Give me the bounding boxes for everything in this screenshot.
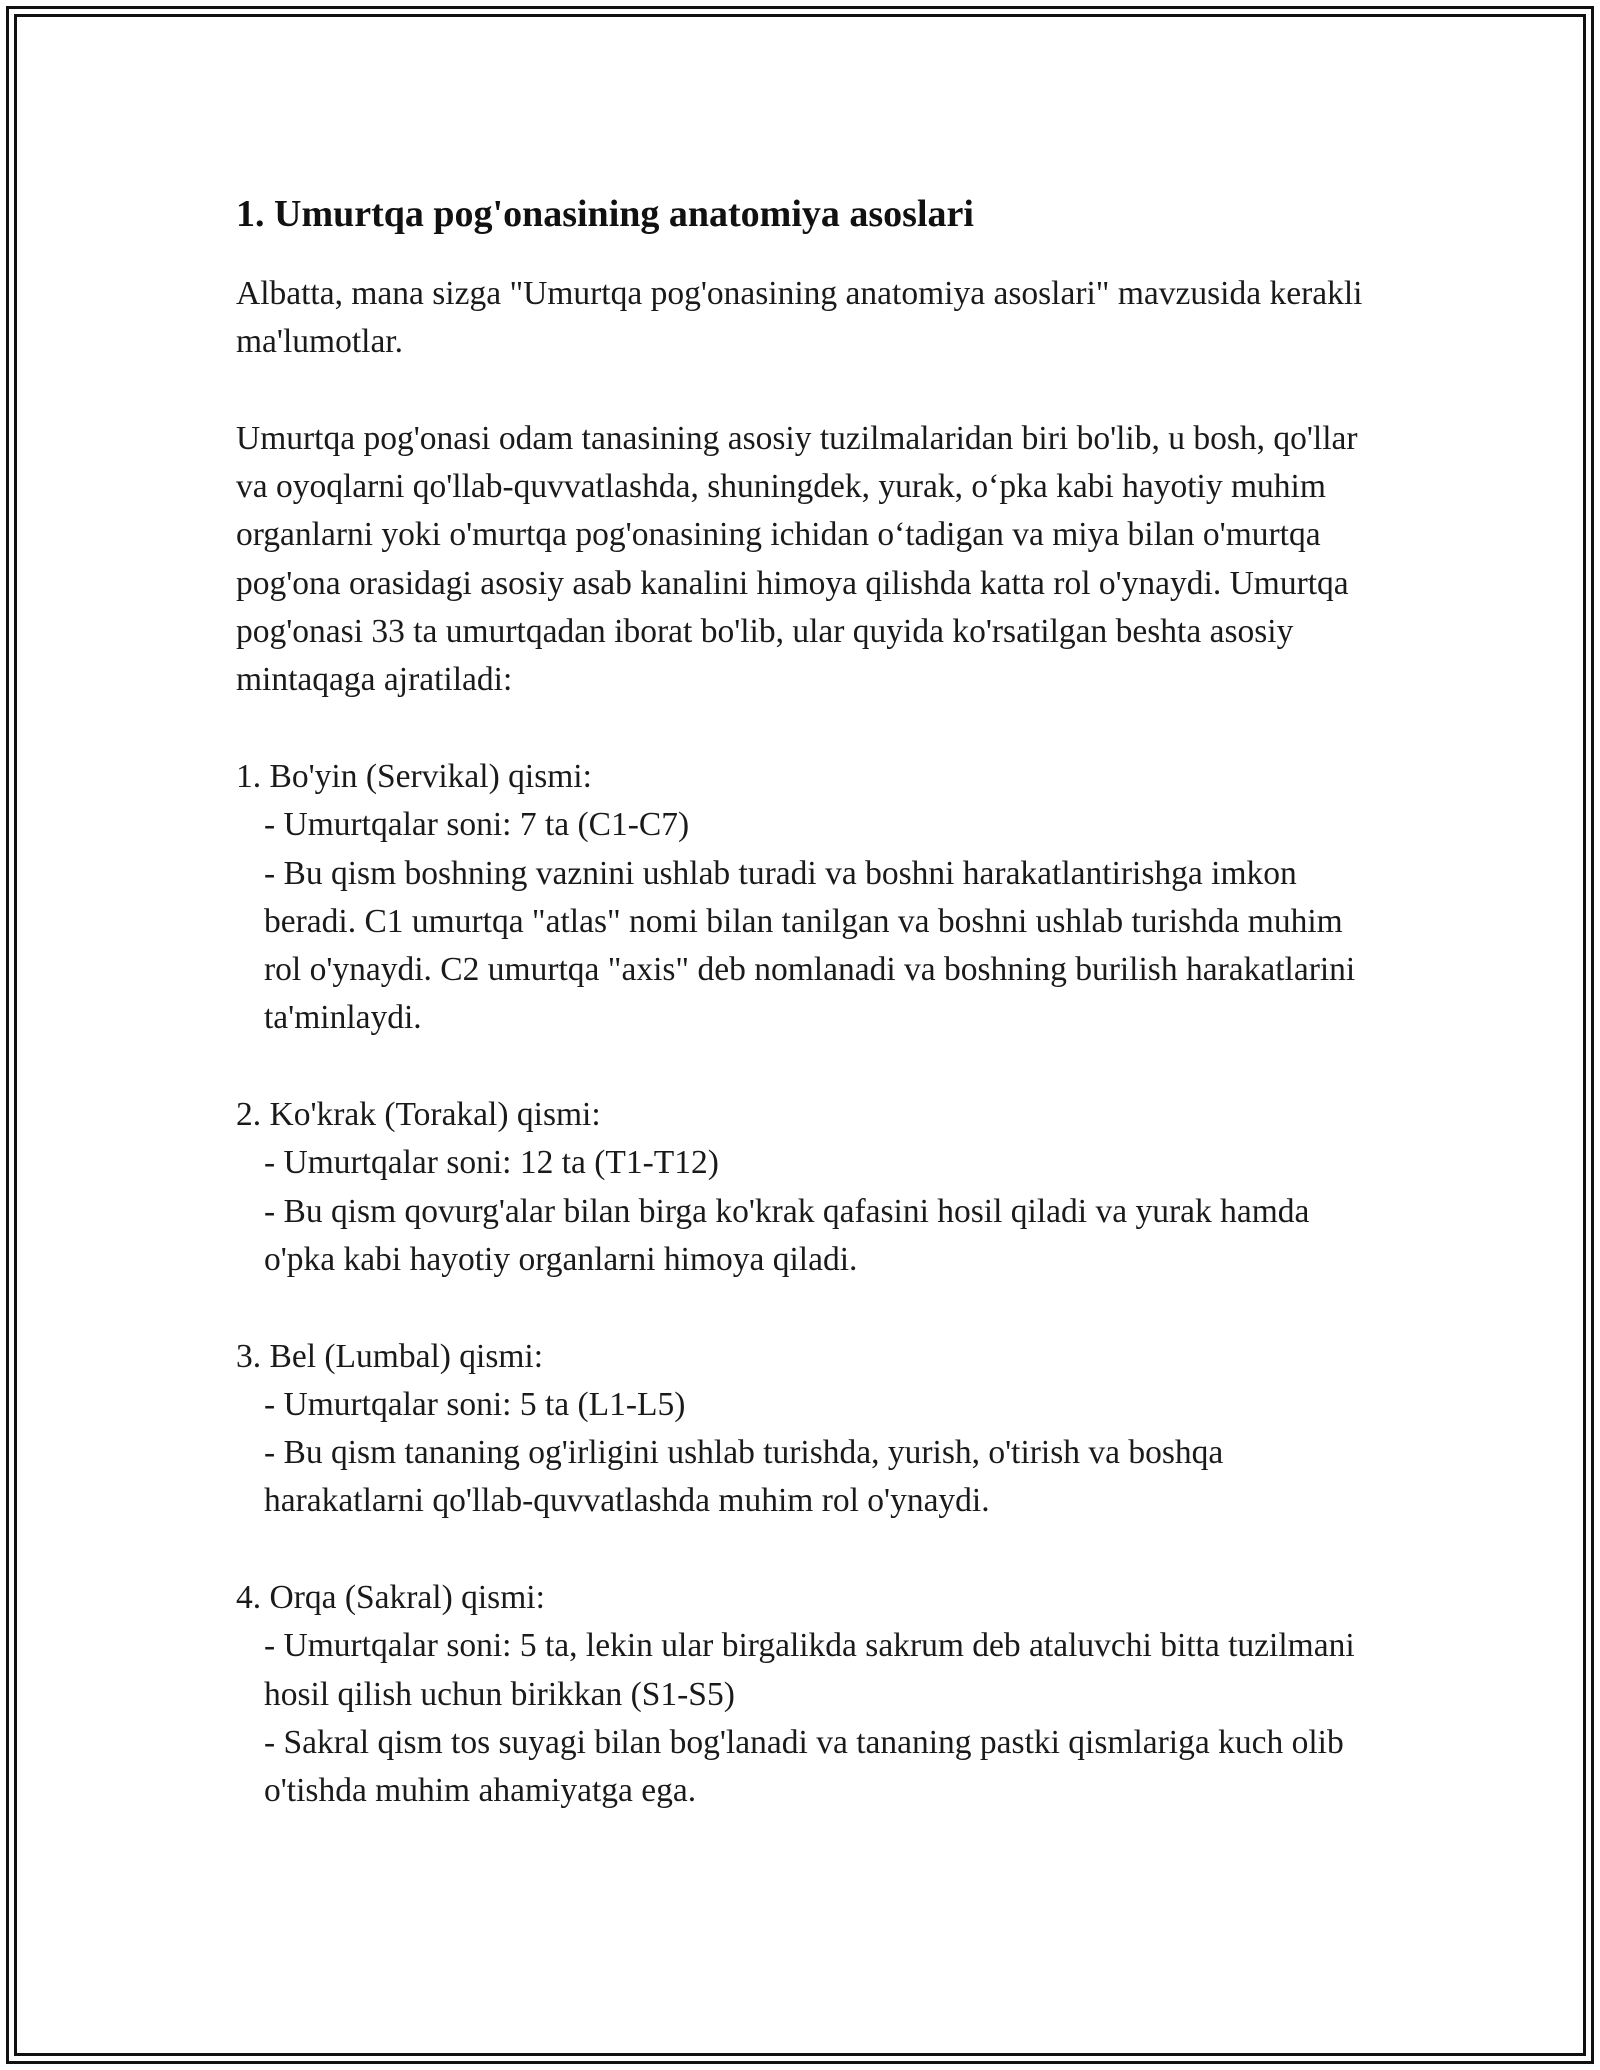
- overview-paragraph: Umurtqa pog'onasi odam tanasining asosiy tuzilmalaridan biri bo'lib, u bosh, qo'llar va oyoqlarni qo'llab-quvvatlashda, shuningdek, yurak, o‘pka kabi hayotiy muhim organlarni yoki o'murtqa pog'onasining ichidan o‘tadigan va miya bilan o'murtqa pog'ona orasidagi asosiy asab kanalini himoya qilishda katta rol o'ynaydi. Umurtqa pog'onasi 33 ta umurtqadan iborat bo'lib, ular quyida ko'rsatilgan beshta asosiy mintaqaga ajratiladi:: [236, 419, 1358, 699]
- section-heading: 4. Orqa (Sakral) qismi:: [236, 1579, 545, 1617]
- document-title: 1. Umurtqa pog'onasining anatomiya asoslari: [236, 193, 974, 235]
- section-description-item: - Bu qism boshning vaznini ushlab turadi va boshni harakatlantirishga imkon beradi. C1 umurtqa "atlas" nomi bilan tanilgan va boshni ushlab turishda muhim rol o'ynaydi. C2 umurtqa "axis" deb nomlanadi va boshning burilish harakatlarini ta'minlaydi.: [264, 854, 1356, 1037]
- section-heading: 1. Bo'yin (Servikal) qismi:: [236, 757, 592, 795]
- spacer: [236, 367, 1366, 415]
- section-cervical: [236, 753, 1366, 1043]
- section-count-item: - Umurtqalar soni: 7 ta (C1-C7): [264, 806, 690, 844]
- section-sacral: [236, 1574, 1366, 1815]
- spacer: [236, 1043, 1366, 1091]
- spacer: [236, 705, 1366, 753]
- section-description-item: - Bu qism qovurg'alar bilan birga ko'krak qafasini hosil qiladi va yurak hamda o'pka kabi hayotiy organlarni himoya qiladi.: [264, 1192, 1310, 1278]
- section-heading: 3. Bel (Lumbal) qismi:: [236, 1337, 544, 1375]
- intro-paragraph: Albatta, mana sizga "Umurtqa pog'onasining anatomiya asoslari" mavzusida kerakli ma'lumotlar.: [236, 275, 1363, 361]
- section-description-item: - Sakral qism tos suyagi bilan bog'lanadi va tananing pastki qismlariga kuch olib o'tishda muhim ahamiyatga ega.: [264, 1723, 1344, 1810]
- section-count-item: - Umurtqalar soni: 5 ta, lekin ular birgalikda sakrum deb ataluvchi bitta tuzilmani hosil qilish uchun birikkan (S1-S5): [264, 1627, 1355, 1713]
- section-count-item: - Umurtqalar soni: 5 ta (L1-L5): [264, 1385, 686, 1423]
- section-heading: 2. Ko'krak (Torakal) qismi:: [236, 1096, 601, 1134]
- spacer: [236, 1526, 1366, 1574]
- section-count-item: - Umurtqalar soni: 12 ta (T1-T12): [264, 1144, 719, 1182]
- spacer: [236, 1284, 1366, 1332]
- section-description-item: - Bu qism tananing og'irligini ushlab turishda, yurish, o'tirish va boshqa harakatlarni qo'llab-quvvatlashda muhim rol o'ynaydi.: [264, 1434, 1224, 1520]
- section-thoracic: [236, 1091, 1366, 1284]
- section-lumbar: [236, 1333, 1366, 1526]
- document-body: [236, 188, 1366, 1816]
